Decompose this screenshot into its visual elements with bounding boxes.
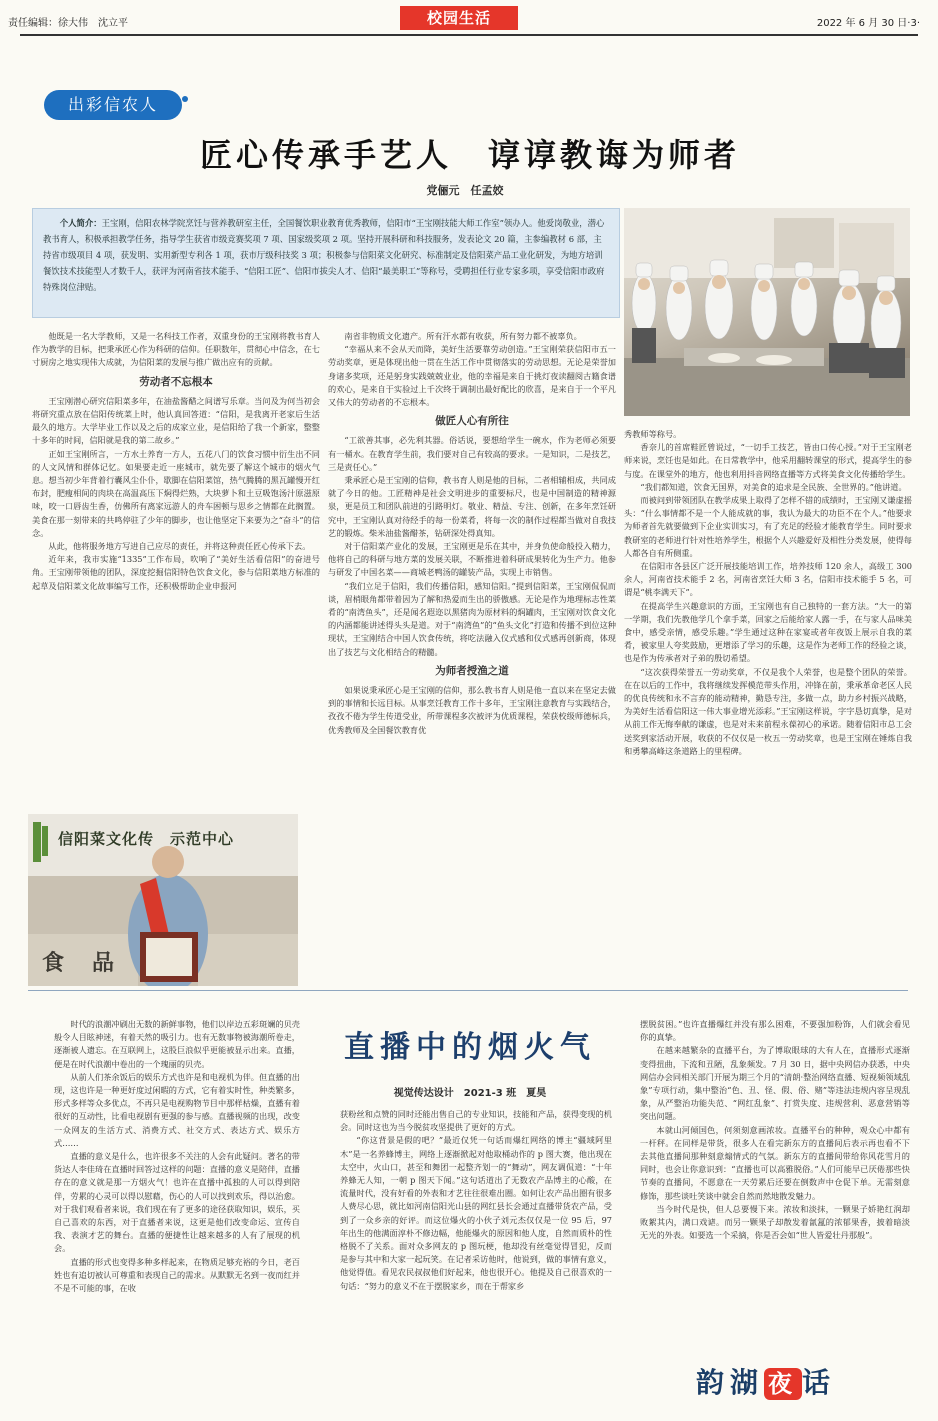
article2-column-3: [640, 1018, 910, 1358]
logo-left: 韵湖: [695, 1366, 764, 1399]
article-byline: 党俪元 任孟姣: [426, 184, 504, 197]
kitchen-photo-illustration: [624, 208, 910, 416]
paragraph: 秉承匠心是王宝刚的信仰，教书育人则是他的目标，二者相辅相成，共同成就了今日的他。工匠精神是社会文明进步的重要标尺，也是中国制造的精神源泉，更是员工和团队前进的引路明灯。敬业、精益、专注、创新，在多年烹饪研究中，王宝刚认真对待经手的每一份菜肴，将每一次的制作过程都当做对自我技艺的锻炼。柴米油盐酱醋茶，钻研深处得真知。: [328, 475, 616, 538]
paragraph: 直播的意义是什么，也许很多不关注的人会有此疑问。著名的带货达人李佳琦在直播时回答过这样的问题：直播的意义是陪伴，直播存在的意义就是那一方烟火气！也许在直播中孤独的人可以得到陪伴，劳累的心灵可以得以慰藉，伤心的人可以找到欢乐，得以治愈。对于我们观看者来说，我们现在有了更多的途径获取知识，娱乐，买自己喜欢的东西，对于直播者来说，这更是他们改变命运、宣传自我、表演才艺的舞台。直播的便捷性让越来越多的人有了展现的机会。: [54, 1151, 300, 1254]
paragraph: 从前人们茶余饭后的娱乐方式也许是和电视机为伴。但直播的出现，这也许是一种更好度过闲暇的方式，它有着实时性，种类繁多，形式多样等众多优点，不再只是电视购物节目中那样枯燥，直播有着很好的互动性，比看电视剧有更强的参与感。直播视频的出现，改变一众网友的生活方式、消费方式、社交方式、表达方式、娱乐方式……: [54, 1071, 300, 1148]
profile-label: 个人简介：: [59, 218, 102, 228]
paragraph: “工欲善其事，必先利其器。俗话说，要想给学生一碗水，作为老师必须要有一桶水。在教育学生前，我们要对自己有较高的要求。一是知识，二是技艺，三是责任心。”: [328, 435, 616, 472]
subheading-1: 劳动者不忘根本: [139, 375, 213, 388]
paragraph: 直播的形式也变得多种多样起来，在物质足够充裕的今日，老百姓也有追切被认可尊重和表现自己的需求。从默默无名到一夜而红并不是不可能的事，在收: [54, 1256, 300, 1294]
paragraph: 在提高学生兴趣意识的方面，王宝刚也有自己独特的一套方法。“大一的第一学期，我们先教他学几个拿手菜，回家之后能给家人露一手，在与家人品味美食中，感受亲情，感受乐趣。”学生通过这种在家宴或者年夜饭上展示自我的菜肴，被家里人夸奖鼓励，更增添了学习的乐趣，这是作为老师工作的经验之谈，也是作为传承者对子弟的殷切希望。: [624, 600, 912, 664]
article2-title: 直播中的烟火气: [344, 1030, 596, 1065]
section-banner: 校园生活: [400, 6, 518, 30]
paragraph: 从此，他将服务地方写进自己应尽的责任，并将这种责任匠心传承下去。: [48, 541, 311, 552]
header-date: 2022 年 6 月 30 日·3·: [816, 18, 920, 29]
header-rule: [20, 34, 918, 36]
article1-column-2: [328, 330, 616, 985]
logo-right: 话: [802, 1366, 837, 1399]
article-title: 匠心传承手艺人 谆谆教诲为师者: [199, 136, 740, 174]
banner-sign-text: 信阳菜文化传 示范中心: [58, 830, 235, 848]
paragraph: 秀教师等称号。: [624, 429, 682, 439]
paragraph: 近年来，我市实施“1335”工作布局，吹响了“美好生活看信阳”的奋进号角。王宝刚带领他的团队，深度挖掘信阳特色饮食文化，参与信阳菜地方标准的起草及信阳菜文化故事编写工作，还积极帮助企业申报河: [32, 554, 320, 591]
paragraph: 获粉丝和点赞的同时还能出售自己的专业知识，技能和产品，获得变现的机会。同时这也为当今脱贫攻坚提供了更好的方式。: [340, 1109, 612, 1133]
badge-dot: [182, 96, 188, 102]
paragraph: 本就山河倾国色，何须刻意画浓妆。直播平台的种种，观众心中都有一杆秤。在同样是带货，很多人在看完新东方的直播间后表示再也看不下去其他直播间那种刻意煽情式的气氛。新东方的直播间带给你风花雪月的同时，也会让你意识到：“直播也可以高雅脱俗。”人们可能早已厌倦那些快节奏的直播间，不愿意在一天劳累后还要在倒数声中仓促下单。无需刻意修饰，那些谈吐笑谈中就会自然而然地散发魅力。: [640, 1124, 910, 1201]
paragraph: 而被问到带领团队在教学成果上取得了怎样不错的成绩时，王宝刚又谦虚摇头：“什么事情都不是一个人能成就的事，我认为最大的功臣不在个人。”他要求为师者首先就要做到下企业实训实习，有了充足的经验才能教育学生。同时要求教研室的老师进行针对性培养学生，根据个人兴趣爱好及相性分类发展，使得每人都各自有所侧重。: [624, 495, 912, 558]
paragraph: 摆脱贫困。”也许直播爆红并没有那么困难，不要强加粉饰，人们就会看见你的真挚。: [640, 1019, 910, 1043]
subheading-2: 做匠人心有所往: [435, 415, 509, 428]
article1-column-1: [32, 330, 320, 810]
paragraph: 时代的浪潮冲刷出无数的新鲜事物，他们以岸边五彩斑斓的贝壳般令人目眩神迷，有着天然的吸引力。也有无数事物被海潮所卷走，逐渐被人遗忘。在互联网上，这股巨浪似乎更能被显示出来。直播，便是在时代浪潮中卷出的一个瑰丽的贝壳。: [54, 1019, 300, 1069]
paragraph: 他既是一名大学教师，又是一名科技工作者，双重身份的王宝刚将教书育人作为教学的目标，把秉承匠心作为科研的信仰。任职数年，贯彻心中信念，在七寸厨房之地实现伟大成就，为信阳菜的发展与推广做出应有的贡献。: [32, 331, 320, 368]
column-logo: [656, 1360, 876, 1406]
paragraph: 南省非物质文化遗产。所有汗水都有收获，所有努力都不被辜负。: [344, 331, 582, 341]
article2-column-2: [340, 1108, 612, 1413]
paragraph: 对于信阳菜产业化的发展，王宝刚更是乐在其中，并身负使命般投入精力，他将自己的科研与地方菜的发展关联，不断推进着科研成果转化为生产力。他参与研发了中国名菜——商城老鸭汤的罐装产品，实现上市销售。: [328, 541, 616, 578]
paragraph: 在越来越繁杂的直播平台，为了博取眼球的大有人在，直播形式逐渐变得扭曲，下流和丑陋，乱象频发。7 月 30 日，据中央网信办获悉，中央网信办会同相关部门开展为期三个月的“清朗·整治网络直播、短视频领域乱象”专项行动，集中整治“色、丑、怪、假、俗、赌”等违法违规内容呈现乱象，从严整治功能失范、“网红乱象”、打赏失度、违规营利、恶意营销等突出问题。: [640, 1045, 910, 1122]
column-badge: 出彩信农人: [44, 90, 182, 120]
paragraph: “我们立足于信阳，我们传播信阳，感知信阳。”提到信阳菜，王宝刚侃侃而谈，眉梢眼角都带着因为了解和热爱而生出的骄傲感。无论是作为地理标志性菜肴的“南湾鱼头”，还是闻名遐迩以黑猪肉为原材料的焖罐肉，王宝刚对饮食文化的内涵都能讲述得头头是道。对于“南湾鱼”的“鱼头文化”打造和传播不到位这种现状，王宝刚结合中国人饮食传统，将吃法融入仪式感和仪式感再创新商，体现出了技艺与文化相结合的精髓。: [328, 580, 616, 657]
paragraph: 当今时代是快，但人总要慢下来。浓妆和淡抹，一颗果子娇艳红润却败絮其内，满口戏谑。而另一颗果子却散发着氤氲的浓郁果香，披着暗淡无光的外表。如要选一个采摘，你是否会如“世人皆爱壮丹那般”。: [640, 1203, 910, 1241]
article2-byline: 视觉传达设计 2021-3 班 夏昊: [393, 1088, 547, 1099]
award-photo: [28, 814, 298, 986]
header-editors: 责任编辑：徐大伟 沈立平: [8, 18, 128, 29]
kitchen-class-photo: [624, 208, 910, 416]
paragraph: “幸福从来不会从天而降，美好生活要靠劳动创造。”王宝刚荣获信阳市五一劳动奖章，更是体现出他一贯在生活工作中贯彻落实的劳动思想。无论是荣誉加身诸多奖项，还是躬身实践兢兢业业，他的幸福是来自于挑灯夜读翻阅古籍食谱的欢心，是来自于实验过上千次终于调制出最好配比的欣喜，是来自于一个平凡又伟大的劳动者的不忘根本。: [328, 344, 616, 408]
profile-box: [32, 208, 620, 318]
shop-sign-text: 食品: [42, 950, 143, 976]
paragraph: “你这背景是假的吧？”最近仅凭一句话而爆红网络的博主“疆域阿里木”是一名养蜂博主，网络上逐渐掀起对他取桶动作的 p 图大赛，他出现在太空中，火山口，甚至和舞团一起整齐划一的“舞动”，网友调侃道：“十年养蜂无人知，一朝 p 图天下闻。”这句话道出了无数农产品博主的心酸，在流量时代，没有好看的外表和才艺往往很难出圈。如何让农产品出圈有很多人费尽心思，就比如河南信阳光山县的网红县长会通过直播带货农产品，受到了一众乡亲的好评。而这位爆火的小伙子刘元杰仅仅是一位 95 后，97 年出生的他满面淳朴不修边幅，他能爆火的原因和他人度，自然而质朴的性格脱不了关系。面对众多网友的 p 图玩梗，他却没有丝毫觉得冒犯，反而是参与其中和大家一起玩笑。在记者采访他时，他说到，做的事情有意义，他觉得值。看见农民叔叔他们好起来，他也很开心。他提及自己很喜欢的一句话：“努力的意义不在于摆脱家乡，而在于帮家乡: [340, 1135, 612, 1291]
paragraph: “我们都知道，饮食无国界，对美食的追求是全民族、全世界的。”他讲道。: [640, 481, 907, 492]
paragraph: 如果说秉承匠心是王宝刚的信仰，那么教书育人则是他一直以来在坚定去做到的事情和长远目标。从事烹饪教育工作十多年，王宝刚注意教育与实践结合，孜孜不倦为学生传道受业，所带课程多次被评为优质课程，荣获校级师德标兵，优秀教师及全国餐饮教育优: [328, 685, 616, 735]
article1-column-3: [624, 428, 912, 985]
paragraph: 在信阳市各县区广泛开展技能培训工作，培养技师 120 余人，高级工 300 余人，河南省技术能手 2 名，河南省烹饪大师 3 名，信阳市技术能手 5 名，可谓是“桃李满天下”。: [624, 561, 912, 598]
section-divider: [28, 990, 908, 991]
article2-column-1: [54, 1018, 300, 1413]
profile-text: 王宝刚，信阳农林学院烹饪与营养教研室主任，全国餐饮职业教育优秀教师，信阳市“王宝刚技能大师工作室”领办人。他爱岗敬业，潜心教书育人，积极承担教学任务，指导学生获省市级竞赛奖项 7 项、国家级奖项 2 项。坚持开展科研和科技服务，发表论文 20 篇，主参编教材 6 部，主持省市级项目 4 项，获发明、实用新型专利各 1 项，获市厅级科技奖 3 项；积极参与信阳菜文化研究、标准制定及信阳菜产品工业化研发，为地方培训餐饮技术技能型人才数千人，获评为河南省技术能手、“信阳工匠”、信阳市拔尖人才、信阳“最美职工”等称号，受聘担任行业专家多项，享受信阳市政府特殊岗位津贴。: [43, 218, 605, 292]
subheading-3: 为师者授渔之道: [435, 664, 509, 677]
paragraph: 王宝刚潜心研究信阳菜多年，在油盐酱醋之间谱写乐章。当问及为何当初会将研究重点放在信阳传统菜上时，他认真回答道：“信阳，是我离开老家后生活最久的地方。大学毕业工作以及之后的成家立业，是信阳给了我一个新家，整整十多年的时间，信阳就是我的第二故乡。”: [32, 395, 320, 446]
paragraph: 正如王宝刚所言，一方水土养育一方人，五花八门的饮食习惯中衍生出不同的人文风情和群体记忆。如果要走近一座城市，就先要了解这个城市的烟火气息。想当初少年背着行囊风尘仆仆，歇脚在信阳菜馆，热气腾腾的黑瓦罐慢开红布封，肥瘦相间的肉块在高温高压下焖得烂熟，大块萝卜和土豆吸饱汤汁原滋原味，咬一口唇齿生香，仿佛所有离家远游人的舟车困顿与思乡之情都在此搁置。美食在那一刻带来的共鸣停驻了少年的脚步，也让他坚定下来要为之“奋斗”的信念。: [32, 448, 320, 538]
paragraph: 香奈儿的首席鞋匠曾说过，“一切手工技艺，皆由口传心授。”对于王宝刚老师来说，烹饪也是如此。在日常教学中，他采用翻转课堂的形式，提高学生的参与度。在课堂外的地方，他也利用抖音网络直播等方式将美食文化传播给学生。: [624, 442, 912, 479]
logo-mid: 夜: [764, 1368, 802, 1400]
paragraph: “这次获得荣誉五一劳动奖章，不仅是我个人荣誉，也是整个团队的荣誉。在在以后的工作中，我将继续发挥模范带头作用，冲锋在前，秉承革命老区人民的优良传统和永不言弃的能动精神，勤恳专注，多做一点，助力乡村振兴战略，为美好生活看信阳这一伟大事业增光添彩。”王宝刚这样说，字字恳切真挚，是对从前工作无悔奉献的谦虚，也是对未来前程永葆初心的承诺。随着信阳市总工会送奖到家活动开展，收获的不仅仅是一枚五一劳动奖章，也是王宝刚在锤炼自我和勇攀高峰这条道路上的里程碑。: [624, 666, 912, 756]
